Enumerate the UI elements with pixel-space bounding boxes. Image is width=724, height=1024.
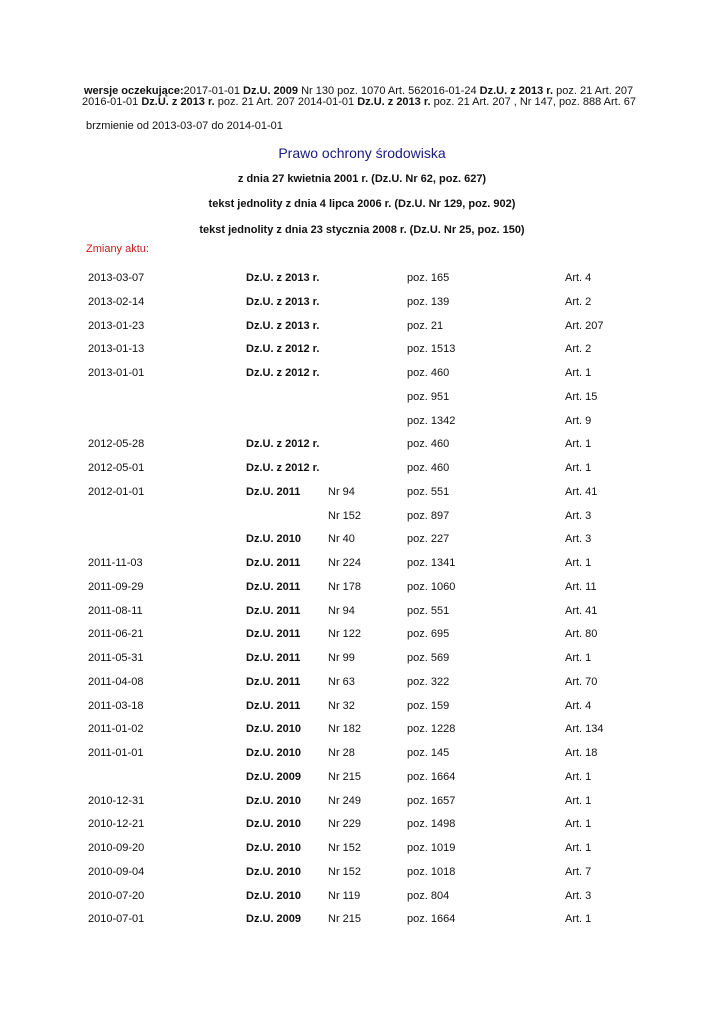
change-article: Art. 1 bbox=[565, 818, 592, 831]
change-article: Art. 4 bbox=[565, 272, 592, 284]
table-row bbox=[0, 581, 724, 595]
pending-version-text: 2016-01-24 bbox=[420, 85, 480, 97]
pending-versions-label: wersje oczekujące: bbox=[84, 85, 184, 97]
change-date: 2011-04-08 bbox=[88, 675, 144, 688]
pending-version-text: Nr 130 poz. 1070 Art. 56 bbox=[298, 85, 421, 97]
change-position: poz. 1664 bbox=[407, 913, 456, 926]
change-journal: Dz.U. 2011 bbox=[246, 557, 301, 569]
change-date: 2011-09-29 bbox=[88, 580, 144, 593]
change-position: poz. 1513 bbox=[407, 343, 456, 356]
table-row bbox=[0, 795, 724, 809]
change-position: poz. 804 bbox=[407, 889, 450, 902]
change-number: Nr 99 bbox=[328, 652, 355, 664]
change-article: Art. 1 bbox=[565, 652, 592, 664]
change-journal: Dz.U. z 2012 r. bbox=[246, 462, 320, 474]
table-row bbox=[0, 605, 724, 619]
table-row bbox=[0, 866, 724, 880]
change-position: poz. 1228 bbox=[407, 723, 456, 736]
change-journal: Dz.U. z 2013 r. bbox=[246, 319, 320, 332]
table-row bbox=[0, 818, 724, 832]
change-date: 2011-08-11 bbox=[88, 604, 143, 617]
change-number: Nr 28 bbox=[328, 747, 355, 759]
change-journal: Dz.U. 2010 bbox=[246, 723, 302, 736]
change-journal: Dz.U. z 2013 r. bbox=[246, 272, 320, 284]
change-number: Nr 122 bbox=[328, 628, 362, 641]
table-row bbox=[0, 367, 724, 381]
change-number: Nr 152 bbox=[328, 865, 362, 878]
table-row bbox=[0, 415, 724, 429]
change-position: poz. 1018 bbox=[407, 865, 456, 878]
change-number: Nr 182 bbox=[328, 723, 362, 736]
change-date: 2011-06-21 bbox=[88, 628, 144, 641]
change-article: Art. 41 bbox=[565, 485, 598, 498]
change-journal: Dz.U. 2009 bbox=[246, 770, 302, 783]
change-journal: Dz.U. 2010 bbox=[246, 842, 302, 854]
change-journal: Dz.U. 2011 bbox=[246, 652, 301, 664]
journal-reference: Dz.U. z 2013 r. bbox=[479, 85, 554, 97]
change-number: Nr 215 bbox=[328, 913, 362, 926]
change-position: poz. 1060 bbox=[407, 580, 456, 593]
change-article: Art. 9 bbox=[565, 414, 592, 427]
change-position: poz. 460 bbox=[407, 438, 450, 451]
change-journal: Dz.U. 2011 bbox=[246, 604, 301, 617]
change-number: Nr 152 bbox=[328, 509, 362, 522]
consolidated-text-2: tekst jednolity z dnia 23 stycznia 2008 r. (Dz.U. Nr 25, poz. 150) bbox=[199, 224, 525, 236]
change-date: 2012-05-28 bbox=[88, 438, 145, 451]
change-position: poz. 145 bbox=[407, 747, 450, 759]
table-row bbox=[0, 391, 724, 405]
change-number: Nr 119 bbox=[328, 889, 361, 902]
change-journal: Dz.U. 2011 bbox=[246, 699, 301, 712]
change-journal: Dz.U. z 2012 r. bbox=[246, 343, 320, 356]
change-article: Art. 1 bbox=[565, 557, 592, 569]
change-article: Art. 80 bbox=[565, 628, 598, 641]
pending-version-text: poz. 21 Art. 207 bbox=[553, 85, 634, 97]
table-row bbox=[0, 462, 724, 476]
pending-version-text: poz. 21 Art. 207 , Nr 147, poz. 888 Art. 67 bbox=[430, 96, 637, 108]
change-position: poz. 951 bbox=[407, 390, 450, 403]
change-position: poz. 1498 bbox=[407, 818, 456, 831]
table-row bbox=[0, 890, 724, 904]
change-article: Art. 1 bbox=[565, 438, 592, 451]
change-date: 2010-09-20 bbox=[88, 842, 145, 854]
journal-reference: Dz.U. z 2013 r. bbox=[141, 96, 215, 108]
change-number: Nr 63 bbox=[328, 675, 355, 688]
change-date: 2011-01-01 bbox=[88, 747, 144, 759]
change-number: Nr 152 bbox=[328, 842, 362, 854]
change-position: poz. 460 bbox=[407, 367, 450, 379]
change-journal: Dz.U. 2011 bbox=[246, 580, 301, 593]
change-article: Art. 2 bbox=[565, 343, 592, 356]
change-date: 2012-05-01 bbox=[88, 462, 145, 474]
change-journal: Dz.U. 2011 bbox=[246, 628, 301, 641]
change-journal: Dz.U. z 2012 r. bbox=[246, 438, 320, 451]
pending-version-text: 2017-01-01 bbox=[183, 85, 243, 97]
change-position: poz. 1342 bbox=[407, 414, 456, 427]
table-row bbox=[0, 533, 724, 547]
change-journal: Dz.U. z 2013 r. bbox=[246, 295, 320, 308]
table-row bbox=[0, 296, 724, 310]
change-position: poz. 1664 bbox=[407, 770, 456, 783]
change-article: Art. 1 bbox=[565, 842, 592, 854]
change-position: poz. 551 bbox=[407, 485, 450, 498]
consolidated-text-1: tekst jednolity z dnia 4 lipca 2006 r. (Dz.U. Nr 129, poz. 902) bbox=[208, 198, 516, 210]
change-journal: Dz.U. 2011 bbox=[246, 675, 301, 688]
change-journal: Dz.U. 2010 bbox=[246, 865, 302, 878]
pending-version-text: poz. 21 Art. 207 2014-01-01 bbox=[214, 96, 358, 108]
change-journal: Dz.U. 2010 bbox=[246, 747, 302, 759]
pending-versions bbox=[84, 86, 644, 108]
change-article: Art. 1 bbox=[565, 367, 592, 379]
change-position: poz. 897 bbox=[407, 509, 450, 522]
change-date: 2011-01-02 bbox=[88, 723, 144, 736]
journal-reference: Dz.U. z 2013 r. bbox=[357, 96, 431, 108]
table-row bbox=[0, 676, 724, 690]
change-position: poz. 227 bbox=[407, 533, 450, 546]
change-article: Art. 7 bbox=[565, 865, 592, 878]
change-journal: Dz.U. 2010 bbox=[246, 794, 302, 807]
change-article: Art. 1 bbox=[565, 913, 592, 926]
change-position: poz. 569 bbox=[407, 652, 450, 664]
change-article: Art. 2 bbox=[565, 295, 592, 308]
change-journal: Dz.U. 2010 bbox=[246, 889, 302, 902]
change-article: Art. 1 bbox=[565, 794, 592, 807]
table-row bbox=[0, 438, 724, 452]
table-row bbox=[0, 320, 724, 334]
change-number: Nr 178 bbox=[328, 580, 362, 593]
change-position: poz. 1657 bbox=[407, 794, 456, 807]
change-article: Art. 3 bbox=[565, 533, 592, 546]
change-article: Art. 1 bbox=[565, 770, 592, 783]
change-date: 2012-01-01 bbox=[88, 485, 145, 498]
table-row bbox=[0, 913, 724, 927]
change-number: Nr 224 bbox=[328, 557, 362, 569]
act-title: Prawo ochrony środowiska bbox=[278, 145, 446, 161]
change-article: Art. 4 bbox=[565, 699, 592, 712]
change-number: Nr 94 bbox=[328, 485, 355, 498]
change-journal: Dz.U. 2011 bbox=[246, 485, 301, 498]
change-article: Art. 3 bbox=[565, 509, 592, 522]
changes-heading: Zmiany aktu: bbox=[86, 243, 149, 255]
change-number: Nr 32 bbox=[328, 699, 355, 712]
change-position: poz. 551 bbox=[407, 604, 450, 617]
table-row bbox=[0, 747, 724, 761]
change-date: 2013-03-07 bbox=[88, 272, 145, 284]
table-row bbox=[0, 272, 724, 286]
change-date: 2011-03-18 bbox=[88, 699, 144, 712]
table-row bbox=[0, 723, 724, 737]
table-row bbox=[0, 486, 724, 500]
table-row bbox=[0, 652, 724, 666]
change-number: Nr 215 bbox=[328, 770, 362, 783]
pending-versions-line-2 bbox=[84, 97, 644, 108]
change-number: Nr 94 bbox=[328, 604, 355, 617]
change-article: Art. 70 bbox=[565, 675, 598, 688]
change-date: 2013-01-13 bbox=[88, 343, 145, 356]
change-position: poz. 1019 bbox=[407, 842, 456, 854]
change-position: poz. 159 bbox=[407, 699, 450, 712]
change-journal: Dz.U. z 2012 r. bbox=[246, 367, 320, 379]
table-row bbox=[0, 510, 724, 524]
change-position: poz. 1341 bbox=[407, 557, 456, 569]
change-date: 2010-12-31 bbox=[88, 794, 145, 807]
change-date: 2011-11-03 bbox=[88, 557, 143, 569]
change-date: 2010-07-20 bbox=[88, 889, 145, 902]
table-row bbox=[0, 771, 724, 785]
change-article: Art. 3 bbox=[565, 889, 592, 902]
change-number: Nr 229 bbox=[328, 818, 362, 831]
change-article: Art. 15 bbox=[565, 390, 598, 403]
change-date: 2013-02-14 bbox=[88, 295, 145, 308]
change-article: Art. 134 bbox=[565, 723, 604, 736]
change-position: poz. 695 bbox=[407, 628, 450, 641]
change-number: Nr 40 bbox=[328, 533, 355, 546]
change-article: Art. 41 bbox=[565, 604, 598, 617]
table-row bbox=[0, 628, 724, 642]
change-position: poz. 21 bbox=[407, 319, 444, 332]
change-date: 2010-07-01 bbox=[88, 913, 145, 926]
change-position: poz. 165 bbox=[407, 272, 450, 284]
change-journal: Dz.U. 2009 bbox=[246, 913, 302, 926]
change-position: poz. 460 bbox=[407, 462, 450, 474]
change-number: Nr 249 bbox=[328, 794, 362, 807]
change-article: Art. 11 bbox=[565, 580, 597, 593]
journal-reference: Dz.U. 2009 bbox=[243, 85, 299, 97]
change-date: 2010-09-04 bbox=[88, 865, 145, 878]
table-row bbox=[0, 343, 724, 357]
table-row bbox=[0, 700, 724, 714]
change-position: poz. 322 bbox=[407, 675, 450, 688]
change-article: Art. 1 bbox=[565, 462, 592, 474]
act-date-line: z dnia 27 kwietnia 2001 r. (Dz.U. Nr 62, poz. 627) bbox=[237, 173, 487, 185]
change-date: 2011-05-31 bbox=[88, 652, 144, 664]
table-row bbox=[0, 842, 724, 856]
change-article: Art. 207 bbox=[565, 319, 604, 332]
change-position: poz. 139 bbox=[407, 295, 450, 308]
change-journal: Dz.U. 2010 bbox=[246, 533, 302, 546]
change-date: 2013-01-23 bbox=[88, 319, 145, 332]
table-row bbox=[0, 557, 724, 571]
change-date: 2013-01-01 bbox=[88, 367, 145, 379]
pending-version-text: 2016-01-01 bbox=[82, 96, 142, 108]
change-article: Art. 18 bbox=[565, 747, 598, 759]
version-range: brzmienie od 2013-03-07 do 2014-01-01 bbox=[86, 120, 283, 132]
change-journal: Dz.U. 2010 bbox=[246, 818, 302, 831]
change-date: 2010-12-21 bbox=[88, 818, 145, 831]
